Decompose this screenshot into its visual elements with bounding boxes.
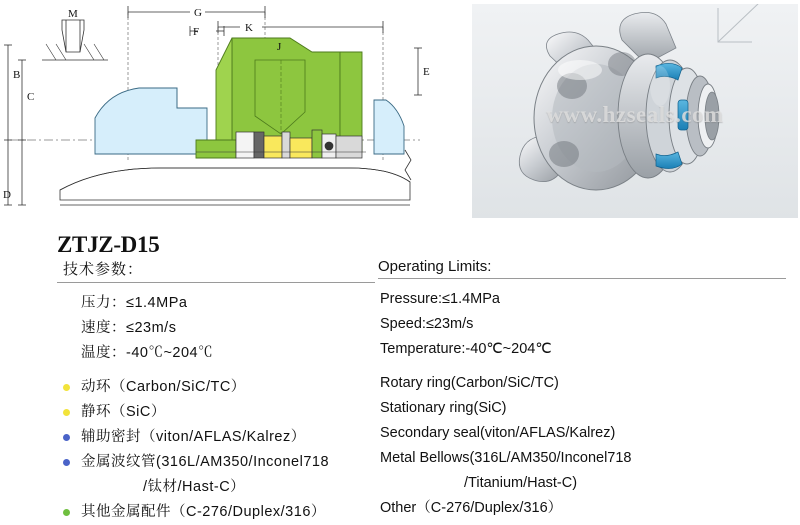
spec-cn-metal-bellows-label: 金属波纹管(316L/AM350/Inconel718: [81, 454, 330, 470]
dim-label-D: D: [3, 189, 11, 201]
spec-en-stationary-ring: Stationary ring(SiC): [380, 400, 507, 416]
spec-cn-other-label: 其他金属配件（C-276/Duplex/316）: [81, 504, 326, 520]
spec-en-metal-bellows-cont: /Titanium/Hast-C): [464, 475, 578, 491]
specs-english-column: [378, 258, 788, 521]
specs-chinese-column: [57, 258, 375, 525]
dim-label-M: M: [68, 8, 78, 20]
bullet-green-icon: [63, 509, 70, 516]
specs-chinese-heading: 技术参数：: [63, 261, 144, 278]
technical-drawing: [0, 0, 470, 222]
specifications: [0, 258, 800, 520]
bullet-yellow-icon: [63, 409, 70, 416]
spec-en-secondary-seal: Secondary seal(viton/AFLAS/Kalrez): [380, 425, 616, 441]
spec-en-speed: Speed:≤23m/s: [380, 316, 474, 332]
bullet-yellow-icon: [63, 384, 70, 391]
divider-english: [378, 278, 786, 279]
spec-cn-pressure: 压力：≤1.4MPa: [81, 295, 188, 311]
spec-cn-stationary-ring-label: 静环（SiC）: [81, 404, 166, 420]
dim-label-G: G: [194, 7, 202, 19]
spec-en-metal-bellows: Metal Bellows(316L/AM350/Inconel718: [380, 450, 632, 466]
spec-cn-rotary-ring-label: 动环（Carbon/SiC/TC）: [81, 379, 246, 395]
product-photo: [472, 4, 798, 218]
spacer: [378, 362, 788, 371]
bullet-blue-icon: [63, 459, 70, 466]
spec-cn-rotary-ring: [57, 375, 375, 400]
spec-cn-speed: 速度：≤23m/s: [81, 320, 177, 336]
dim-label-E: E: [423, 66, 430, 78]
spec-cn-secondary-seal: [57, 425, 375, 450]
spec-cn-temperature: 温度：-40℃~204℃: [81, 345, 214, 361]
dim-label-K: K: [245, 22, 253, 34]
spec-cn-other: [57, 500, 375, 525]
spec-cn-metal-bellows-cont: /钛材/Hast-C）: [143, 479, 246, 495]
dim-label-J: J: [277, 41, 282, 53]
dim-label-C: C: [27, 91, 35, 103]
dim-label-B: B: [13, 69, 21, 81]
bullet-blue-icon: [63, 434, 70, 441]
spec-cn-secondary-seal-label: 辅助密封（viton/AFLAS/Kalrez）: [81, 429, 306, 445]
divider-chinese: [57, 282, 375, 283]
dim-label-F: F: [193, 26, 200, 38]
spacer: [57, 366, 375, 375]
spec-en-other: Other（C-276/Duplex/316）: [380, 500, 563, 516]
spec-cn-stationary-ring: [57, 400, 375, 425]
spec-cn-metal-bellows: [57, 450, 375, 475]
spec-en-temperature: Temperature:-40℃~204℃: [380, 341, 552, 357]
specs-english-heading: Operating Limits:: [378, 258, 492, 275]
spec-en-rotary-ring: Rotary ring(Carbon/SiC/TC): [380, 375, 559, 391]
page-title: ZTJZ-D15: [57, 232, 160, 257]
watermark-text: www.hzseals.com: [546, 102, 724, 127]
spec-en-pressure: Pressure:≤1.4MPa: [380, 291, 500, 307]
